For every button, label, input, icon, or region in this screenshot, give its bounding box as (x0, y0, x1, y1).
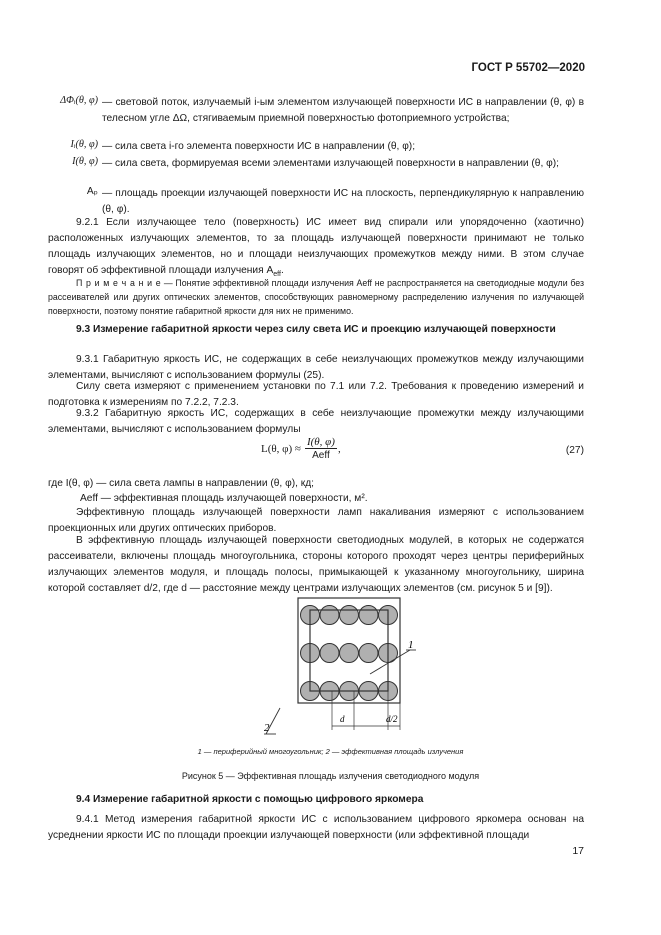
page-number: 17 (572, 845, 584, 857)
paragraph-9-3-2: 9.3.2 Габаритную яркость ИС, содержащих в себе неизлучающие промежутки между излучающими элементами, вычисляют с использованием формулы (48, 408, 584, 435)
equation-number: (27) (565, 445, 584, 456)
paragraph-eff-1: Эффективную площадь излучающей поверхности ламп накаливания измеряют с использованием проекционных или других оптических приборов. (48, 507, 584, 534)
note: П р и м е ч а н и е — Понятие эффективной площади излучения Aeff не распространяется на светодиодные модули без рассеивателей или других оптических элементов, способствующих равномерному распределению излучения по излучающей поверхности, поэтому понятие габаритной яркости для них не применимо. (48, 278, 584, 316)
paragraph-eff-2: В эффективную площадь излучающей поверхности светодиодных модулей, в которых не содержатся рассеиватели, включены площадь многоугольника, стороны которого проходят через центры периферийных излучающих элементов модуля, и площадь полосы, примыкающей к указанному многоугольнику, ширина которой составляет d/2, где d — расстояние между центрами излучающих элементов (см. рисунок 5 и [9]). (48, 535, 584, 594)
where-line-2: Aeff — эффективная площадь излучающей поверхности, м². (80, 493, 368, 504)
paragraph-9-4-1: 9.4.1 Метод измерения габаритной яркости ИС с использованием цифрового яркомера основан на усреднении яркости ИС по площади проекции излучающей поверхности (или эффективной площади (48, 814, 584, 841)
def-symbol: ΔΦᵢ(θ, φ) (60, 95, 98, 106)
figure-legend: 1 — периферийный многоугольник; 2 — эффективная площадь излучения (197, 747, 464, 756)
led-element (359, 606, 378, 625)
led-element (340, 644, 359, 663)
figure-5 (264, 598, 428, 736)
paragraph-9-3-1: 9.3.1 Габаритную яркость ИС, не содержащих в себе неизлучающих промежутков между излучающими элементами, вычисляют с использованием формулы (25). (48, 354, 584, 381)
def-symbol: Aₚ (86, 186, 98, 197)
paragraph-9-3-1b: Силу света измеряют с применением установки по 7.1 или 7.2. Требования к проведению измерений и подготовка к измерениям по 7.2.2, 7.2.3. (48, 381, 584, 408)
led-element (320, 606, 339, 625)
led-element (340, 606, 359, 625)
led-element (359, 644, 378, 663)
fig-label-2: 2 (264, 722, 270, 734)
fig-dim-d2: d/2 (386, 714, 398, 724)
def-text: — световой поток, излучаемый i-ым элементом излучающей поверхности ИС в направлении (θ, φ) в телесном угле ΔΩ, стягиваемым приемной поверхностью фотоприемного устройства; (102, 97, 584, 124)
figure-caption: Рисунок 5 — Эффективная площадь излучения светодиодного модуля (181, 771, 480, 781)
def-text: — сила света, формируемая всеми элементами излучающей поверхности в направлении (θ, φ); (102, 158, 559, 169)
section-heading-9-3: 9.3 Измерение габаритной яркости через силу света ИС и проекцию излучающей поверхности (76, 324, 556, 335)
def-symbol: Iᵢ(θ, φ) (70, 139, 98, 150)
led-grid (301, 606, 398, 701)
fig-label-1: 1 (408, 639, 414, 651)
def-text: — сила света i-го элемента поверхности ИС в направлении (θ, φ); (102, 141, 416, 152)
paragraph-9-2-1: 9.2.1 Если излучающее тело (поверхность) ИС имеет вид спирали или упорядоченно (хаотично) расположенных излучающих элементов, то за площадь излучающей поверхности принимают не только площадь излучающих элементов, но и площади неизлучающих промежутков между ними. В этом случае говорят об эффективной площади излучения $A_{eff}$. (48, 217, 584, 279)
section-heading-9-4: 9.4 Измерение габаритной яркости с помощью цифрового яркомера (76, 794, 424, 805)
formula-27: L(θ, φ) ≈ I(θ, φ) , Aeff (261, 436, 341, 461)
def-symbol: I(θ, φ) (72, 156, 98, 167)
fig-dim-d: d (340, 714, 345, 724)
led-element (320, 644, 339, 663)
document-header: ГОСТ Р 55702—2020 (471, 62, 585, 74)
def-text: — площадь проекции излучающей поверхности ИС на плоскость, перпендикулярную к направлению (θ, φ). (102, 188, 584, 215)
where-line-1: где I(θ, φ) — сила света лампы в направлении (θ, φ), кд; (48, 478, 314, 489)
